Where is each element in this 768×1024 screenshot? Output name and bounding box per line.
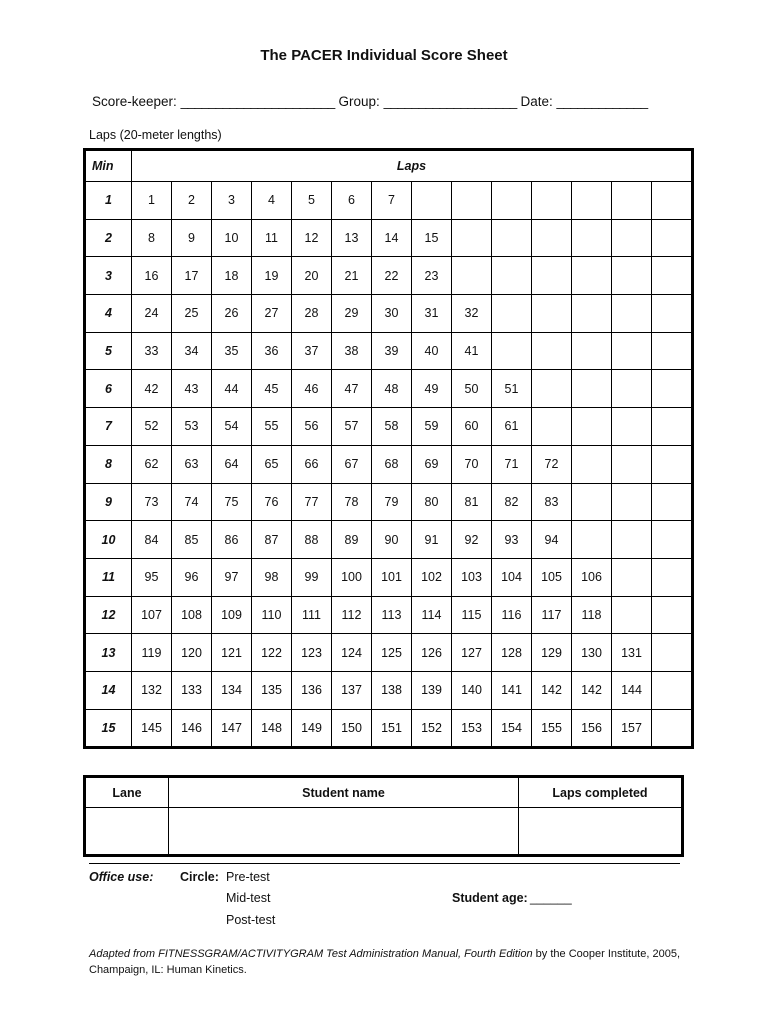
lap-cell[interactable]: 24 (132, 295, 172, 333)
empty-lap-cell[interactable] (612, 332, 652, 370)
lap-cell[interactable]: 9 (172, 219, 212, 257)
lap-cell[interactable]: 1 (132, 182, 172, 220)
empty-lap-cell[interactable] (572, 257, 612, 295)
lap-cell[interactable]: 53 (172, 408, 212, 446)
empty-lap-cell[interactable] (652, 483, 693, 521)
lap-cell[interactable]: 30 (372, 295, 412, 333)
lap-cell[interactable]: 149 (292, 709, 332, 748)
lap-cell[interactable]: 49 (412, 370, 452, 408)
minute-cell: 5 (85, 332, 132, 370)
laps-table-header-row (85, 150, 693, 182)
lap-cell[interactable]: 21 (332, 257, 372, 295)
lap-cell[interactable]: 151 (372, 709, 412, 748)
lap-cell[interactable]: 58 (372, 408, 412, 446)
empty-lap-cell[interactable] (572, 332, 612, 370)
lap-cell[interactable]: 41 (452, 332, 492, 370)
lap-cell[interactable]: 107 (132, 596, 172, 634)
lap-cell[interactable]: 78 (332, 483, 372, 521)
lap-cell[interactable]: 38 (332, 332, 372, 370)
lap-cell[interactable]: 73 (132, 483, 172, 521)
lap-cell[interactable]: 70 (452, 445, 492, 483)
empty-lap-cell[interactable] (612, 558, 652, 596)
empty-lap-cell[interactable] (452, 219, 492, 257)
lap-cell[interactable]: 157 (612, 709, 652, 748)
laps-row (85, 483, 693, 521)
empty-lap-cell[interactable] (612, 182, 652, 220)
empty-lap-cell[interactable] (572, 182, 612, 220)
lap-cell[interactable]: 96 (172, 558, 212, 596)
lap-cell[interactable]: 14 (372, 219, 412, 257)
lap-cell[interactable]: 133 (172, 671, 212, 709)
empty-lap-cell[interactable] (652, 295, 693, 333)
empty-lap-cell[interactable] (492, 295, 532, 333)
lap-cell[interactable]: 92 (452, 521, 492, 559)
empty-lap-cell[interactable] (612, 483, 652, 521)
lap-cell[interactable]: 87 (252, 521, 292, 559)
lap-cell[interactable]: 20 (292, 257, 332, 295)
lap-cell[interactable]: 51 (492, 370, 532, 408)
lap-cell[interactable]: 95 (132, 558, 172, 596)
scorekeeper-field[interactable]: ______________________ (180, 94, 335, 109)
empty-lap-cell[interactable] (652, 521, 693, 559)
lap-cell[interactable]: 19 (252, 257, 292, 295)
lap-cell[interactable]: 8 (132, 219, 172, 257)
lap-cell[interactable]: 148 (252, 709, 292, 748)
lap-cell[interactable]: 141 (492, 671, 532, 709)
lap-cell[interactable]: 56 (292, 408, 332, 446)
divider (89, 863, 680, 864)
lap-cell[interactable]: 77 (292, 483, 332, 521)
lap-cell[interactable]: 34 (172, 332, 212, 370)
post-test-option[interactable]: Post-test (226, 913, 276, 927)
circle-label: Circle: (180, 870, 219, 884)
lap-cell[interactable]: 40 (412, 332, 452, 370)
minute-cell: 3 (85, 257, 132, 295)
lap-cell[interactable]: 113 (372, 596, 412, 634)
lap-cell[interactable]: 112 (332, 596, 372, 634)
lap-cell[interactable]: 128 (492, 634, 532, 672)
lap-cell[interactable]: 100 (332, 558, 372, 596)
lap-cell[interactable]: 44 (212, 370, 252, 408)
lap-cell[interactable]: 156 (572, 709, 612, 748)
empty-lap-cell[interactable] (612, 408, 652, 446)
lap-cell[interactable]: 6 (332, 182, 372, 220)
lap-cell[interactable]: 61 (492, 408, 532, 446)
lap-cell[interactable]: 71 (492, 445, 532, 483)
lap-cell[interactable]: 42 (132, 370, 172, 408)
lap-cell[interactable]: 126 (412, 634, 452, 672)
lap-cell[interactable]: 33 (132, 332, 172, 370)
laps-row (85, 445, 693, 483)
lap-cell[interactable]: 125 (372, 634, 412, 672)
lap-cell[interactable]: 81 (452, 483, 492, 521)
lap-cell[interactable]: 134 (212, 671, 252, 709)
lap-cell[interactable]: 67 (332, 445, 372, 483)
lap-cell[interactable]: 109 (212, 596, 252, 634)
lap-cell[interactable]: 103 (452, 558, 492, 596)
laps-row (85, 671, 693, 709)
minute-cell: 4 (85, 295, 132, 333)
lap-cell[interactable]: 89 (332, 521, 372, 559)
empty-lap-cell[interactable] (612, 521, 652, 559)
lap-cell[interactable]: 105 (532, 558, 572, 596)
lap-cell[interactable]: 37 (292, 332, 332, 370)
footnote-source-title: FITNESSGRAM/ACTIVITYGRAM Test Administration Manual, Fourth Edition (158, 948, 533, 960)
lap-cell[interactable]: 68 (372, 445, 412, 483)
lap-cell[interactable]: 84 (132, 521, 172, 559)
lap-cell[interactable]: 65 (252, 445, 292, 483)
empty-lap-cell[interactable] (612, 370, 652, 408)
empty-lap-cell[interactable] (532, 295, 572, 333)
laps-row (85, 182, 693, 220)
empty-lap-cell[interactable] (532, 332, 572, 370)
laps-row (85, 596, 693, 634)
lap-cell[interactable]: 39 (372, 332, 412, 370)
lap-cell[interactable]: 111 (292, 596, 332, 634)
lap-cell[interactable]: 32 (452, 295, 492, 333)
lap-cell[interactable]: 150 (332, 709, 372, 748)
student-age-label: Student age: (452, 891, 528, 905)
lap-cell[interactable]: 101 (372, 558, 412, 596)
empty-lap-cell[interactable] (492, 219, 532, 257)
empty-lap-cell[interactable] (652, 219, 693, 257)
lap-cell[interactable]: 3 (212, 182, 252, 220)
lap-cell[interactable]: 59 (412, 408, 452, 446)
empty-lap-cell[interactable] (492, 332, 532, 370)
laps-row (85, 709, 693, 748)
date-label: Date: (520, 94, 553, 109)
lap-cell[interactable]: 15 (412, 219, 452, 257)
empty-lap-cell[interactable] (652, 596, 693, 634)
laps-row (85, 219, 693, 257)
footnote-suffix: by the Cooper Institute, 2005, Champaign, IL: Human Kinetics. (89, 948, 680, 976)
empty-lap-cell[interactable] (652, 709, 693, 748)
empty-lap-cell[interactable] (572, 408, 612, 446)
lap-cell[interactable]: 122 (252, 634, 292, 672)
lap-cell[interactable]: 13 (332, 219, 372, 257)
lap-cell[interactable]: 10 (212, 219, 252, 257)
lap-cell[interactable]: 63 (172, 445, 212, 483)
lap-cell[interactable]: 130 (572, 634, 612, 672)
lap-cell[interactable]: 106 (572, 558, 612, 596)
lane-cell[interactable] (85, 808, 169, 856)
lap-cell[interactable]: 144 (612, 671, 652, 709)
lap-cell[interactable]: 18 (212, 257, 252, 295)
lap-cell[interactable]: 90 (372, 521, 412, 559)
laps-caption: Laps (20-meter lengths) (89, 128, 222, 142)
lap-cell[interactable]: 48 (372, 370, 412, 408)
empty-lap-cell[interactable] (612, 445, 652, 483)
empty-lap-cell[interactable] (492, 257, 532, 295)
lap-cell[interactable]: 52 (132, 408, 172, 446)
minute-cell: 13 (85, 634, 132, 672)
lap-cell[interactable]: 75 (212, 483, 252, 521)
minute-cell: 2 (85, 219, 132, 257)
minute-cell: 8 (85, 445, 132, 483)
lap-cell[interactable]: 118 (572, 596, 612, 634)
minute-cell: 15 (85, 709, 132, 748)
empty-lap-cell[interactable] (532, 257, 572, 295)
lap-cell[interactable]: 22 (372, 257, 412, 295)
lap-cell[interactable]: 142 (572, 671, 612, 709)
lap-cell[interactable]: 2 (172, 182, 212, 220)
lap-cell[interactable]: 140 (452, 671, 492, 709)
laps-row (85, 558, 693, 596)
header-fields (92, 94, 648, 109)
lap-cell[interactable]: 26 (212, 295, 252, 333)
lap-cell[interactable]: 64 (212, 445, 252, 483)
laps-row (85, 521, 693, 559)
lap-cell[interactable]: 55 (252, 408, 292, 446)
lap-cell[interactable]: 11 (252, 219, 292, 257)
laps-row (85, 295, 693, 333)
empty-lap-cell[interactable] (572, 219, 612, 257)
student-table (83, 775, 684, 857)
student-table-row (85, 808, 683, 856)
lap-cell[interactable]: 136 (292, 671, 332, 709)
empty-lap-cell[interactable] (572, 295, 612, 333)
empty-lap-cell[interactable] (612, 257, 652, 295)
lap-cell[interactable]: 4 (252, 182, 292, 220)
lap-cell[interactable]: 5 (292, 182, 332, 220)
lap-cell[interactable]: 121 (212, 634, 252, 672)
empty-lap-cell[interactable] (452, 182, 492, 220)
empty-lap-cell[interactable] (572, 370, 612, 408)
lap-cell[interactable]: 17 (172, 257, 212, 295)
lane-header: Lane (85, 777, 169, 808)
pre-test-option[interactable]: Pre-test (226, 870, 270, 884)
lap-cell[interactable]: 131 (612, 634, 652, 672)
empty-lap-cell[interactable] (412, 182, 452, 220)
lap-cell[interactable]: 36 (252, 332, 292, 370)
lap-cell[interactable]: 46 (292, 370, 332, 408)
mid-test-option[interactable]: Mid-test (226, 891, 271, 905)
lap-cell[interactable]: 88 (292, 521, 332, 559)
laps-row (85, 370, 693, 408)
lap-cell[interactable]: 132 (132, 671, 172, 709)
minute-cell: 1 (85, 182, 132, 220)
lap-cell[interactable]: 91 (412, 521, 452, 559)
lap-cell[interactable]: 154 (492, 709, 532, 748)
laps-row (85, 332, 693, 370)
min-column-header: Min (85, 150, 132, 182)
laps-completed-cell[interactable] (519, 808, 683, 856)
minute-cell: 11 (85, 558, 132, 596)
group-field[interactable]: ___________________ (383, 94, 517, 109)
lap-cell[interactable]: 45 (252, 370, 292, 408)
empty-lap-cell[interactable] (492, 182, 532, 220)
lap-cell[interactable]: 142 (532, 671, 572, 709)
minute-cell: 10 (85, 521, 132, 559)
lap-cell[interactable]: 50 (452, 370, 492, 408)
student-table-header-row (85, 777, 683, 808)
student-name-cell[interactable] (169, 808, 519, 856)
lap-cell[interactable]: 146 (172, 709, 212, 748)
lap-cell[interactable]: 66 (292, 445, 332, 483)
student-name-header: Student name (169, 777, 519, 808)
footnote (89, 946, 689, 978)
lap-cell[interactable]: 35 (212, 332, 252, 370)
lap-cell[interactable]: 82 (492, 483, 532, 521)
lap-cell[interactable]: 60 (452, 408, 492, 446)
minute-cell: 6 (85, 370, 132, 408)
page-title: The PACER Individual Score Sheet (260, 47, 508, 64)
scorekeeper-label: Score-keeper: (92, 94, 177, 109)
lap-cell[interactable]: 114 (412, 596, 452, 634)
laps-table (83, 148, 694, 749)
empty-lap-cell[interactable] (612, 295, 652, 333)
lap-cell[interactable]: 27 (252, 295, 292, 333)
empty-lap-cell[interactable] (652, 634, 693, 672)
group-label: Group: (338, 94, 380, 109)
lap-cell[interactable]: 137 (332, 671, 372, 709)
lap-cell[interactable]: 62 (132, 445, 172, 483)
student-age-field[interactable]: ______ (530, 891, 572, 905)
lap-cell[interactable]: 16 (132, 257, 172, 295)
lap-cell[interactable]: 54 (212, 408, 252, 446)
lap-cell[interactable]: 120 (172, 634, 212, 672)
empty-lap-cell[interactable] (652, 182, 693, 220)
empty-lap-cell[interactable] (572, 521, 612, 559)
lap-cell[interactable]: 29 (332, 295, 372, 333)
lap-cell[interactable]: 80 (412, 483, 452, 521)
office-use-label: Office use: (89, 870, 154, 884)
lap-cell[interactable]: 72 (532, 445, 572, 483)
lap-cell[interactable]: 108 (172, 596, 212, 634)
empty-lap-cell[interactable] (612, 219, 652, 257)
lap-cell[interactable]: 76 (252, 483, 292, 521)
laps-column-header: Laps (132, 150, 693, 182)
lap-cell[interactable]: 28 (292, 295, 332, 333)
lap-cell[interactable]: 123 (292, 634, 332, 672)
empty-lap-cell[interactable] (652, 257, 693, 295)
lap-cell[interactable]: 116 (492, 596, 532, 634)
lap-cell[interactable]: 47 (332, 370, 372, 408)
lap-cell[interactable]: 23 (412, 257, 452, 295)
laps-completed-header: Laps completed (519, 777, 683, 808)
laps-row (85, 634, 693, 672)
lap-cell[interactable]: 145 (132, 709, 172, 748)
lap-cell[interactable]: 147 (212, 709, 252, 748)
lap-cell[interactable]: 79 (372, 483, 412, 521)
laps-row (85, 408, 693, 446)
empty-lap-cell[interactable] (652, 332, 693, 370)
lap-cell[interactable]: 12 (292, 219, 332, 257)
lap-cell[interactable]: 104 (492, 558, 532, 596)
lap-cell[interactable]: 124 (332, 634, 372, 672)
lap-cell[interactable]: 7 (372, 182, 412, 220)
lap-cell[interactable]: 98 (252, 558, 292, 596)
lap-cell[interactable]: 153 (452, 709, 492, 748)
empty-lap-cell[interactable] (652, 445, 693, 483)
minute-cell: 12 (85, 596, 132, 634)
lap-cell[interactable]: 69 (412, 445, 452, 483)
empty-lap-cell[interactable] (652, 408, 693, 446)
empty-lap-cell[interactable] (452, 257, 492, 295)
lap-cell[interactable]: 135 (252, 671, 292, 709)
footnote-prefix: Adapted from (89, 948, 159, 960)
date-field[interactable]: _____________ (556, 94, 648, 109)
lap-cell[interactable]: 86 (212, 521, 252, 559)
empty-lap-cell[interactable] (532, 408, 572, 446)
lap-cell[interactable]: 139 (412, 671, 452, 709)
lap-cell[interactable]: 94 (532, 521, 572, 559)
empty-lap-cell[interactable] (652, 671, 693, 709)
lap-cell[interactable]: 102 (412, 558, 452, 596)
laps-row (85, 257, 693, 295)
lap-cell[interactable]: 97 (212, 558, 252, 596)
lap-cell[interactable]: 117 (532, 596, 572, 634)
lap-cell[interactable]: 115 (452, 596, 492, 634)
empty-lap-cell[interactable] (532, 182, 572, 220)
lap-cell[interactable]: 43 (172, 370, 212, 408)
lap-cell[interactable]: 85 (172, 521, 212, 559)
minute-cell: 9 (85, 483, 132, 521)
lap-cell[interactable]: 93 (492, 521, 532, 559)
empty-lap-cell[interactable] (572, 483, 612, 521)
lap-cell[interactable]: 127 (452, 634, 492, 672)
lap-cell[interactable]: 57 (332, 408, 372, 446)
lap-cell[interactable]: 155 (532, 709, 572, 748)
lap-cell[interactable]: 152 (412, 709, 452, 748)
lap-cell[interactable]: 99 (292, 558, 332, 596)
empty-lap-cell[interactable] (652, 558, 693, 596)
lap-cell[interactable]: 83 (532, 483, 572, 521)
lap-cell[interactable]: 25 (172, 295, 212, 333)
empty-lap-cell[interactable] (532, 370, 572, 408)
empty-lap-cell[interactable] (532, 219, 572, 257)
empty-lap-cell[interactable] (612, 596, 652, 634)
lap-cell[interactable]: 129 (532, 634, 572, 672)
lap-cell[interactable]: 119 (132, 634, 172, 672)
lap-cell[interactable]: 138 (372, 671, 412, 709)
lap-cell[interactable]: 31 (412, 295, 452, 333)
empty-lap-cell[interactable] (652, 370, 693, 408)
lap-cell[interactable]: 110 (252, 596, 292, 634)
empty-lap-cell[interactable] (572, 445, 612, 483)
lap-cell[interactable]: 74 (172, 483, 212, 521)
minute-cell: 14 (85, 671, 132, 709)
minute-cell: 7 (85, 408, 132, 446)
